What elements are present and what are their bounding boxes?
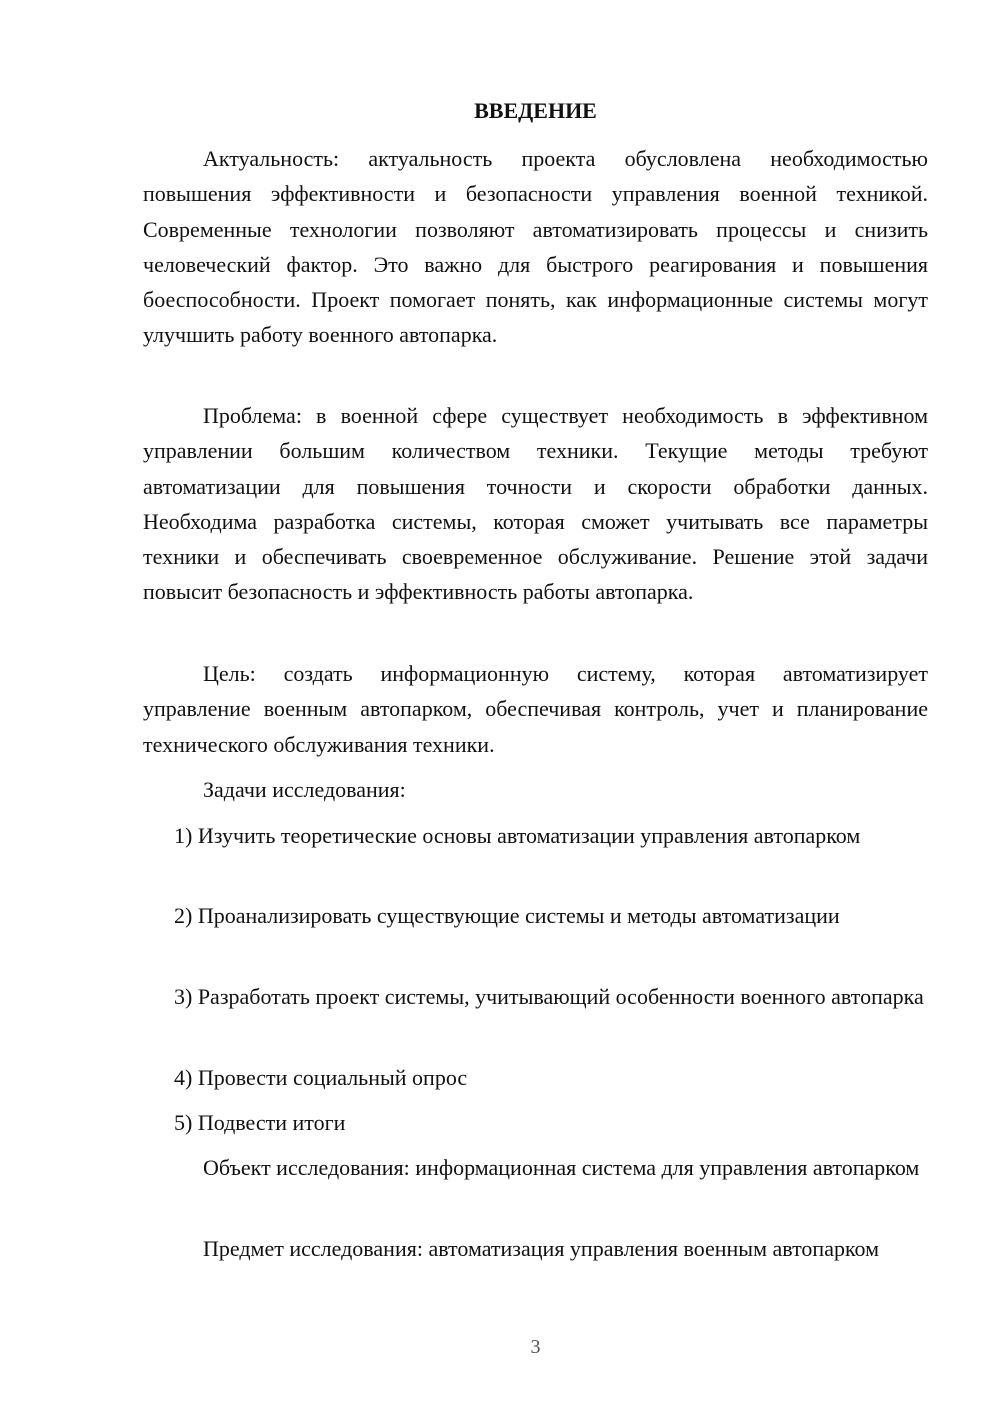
section-title: ВВЕДЕНИЕ [474,98,597,123]
task-item-3: 3) Разработать проект системы, учитывающий особенности военного автопарка [174,984,924,1009]
problem-paragraph: Проблема: в военной сфере существует необходимость в эффективном управлении большим количеством техники. Текущие методы требуют автоматизации для повышения точности и скорости обработки данных. Необходима разработка системы, которая сможет учитывать все параметры техники и обеспечивать своевременное обслуживание. Решение этой задачи повысит безопасность и эффективность работы автопарка. [143,403,928,605]
task-item-5: 5) Подвести итоги [174,1110,346,1135]
tasks-heading: Задачи исследования: [203,777,406,802]
task-item-2: 2) Проанализировать существующие системы и методы автоматизации [174,903,840,928]
task-item-4: 4) Провести социальный опрос [174,1065,468,1090]
document-page [143,0,928,1414]
task-item-1: 1) Изучить теоретические основы автоматизации управления автопарком [174,823,861,848]
subject-paragraph: Предмет исследования: автоматизация управления военным автопарком [203,1236,880,1261]
goal-paragraph: Цель: создать информационную систему, которая автоматизирует управление военным автопарком, обеспечивая контроль, учет и планирование технического обслуживания техники. [143,661,928,757]
object-paragraph: Объект исследования: информационная система для управления автопарком [203,1155,920,1180]
page-number: 3 [530,1336,541,1358]
relevance-paragraph: Актуальность: актуальность проекта обусловлена необходимостью повышения эффективности и безопасности управления военной техникой. Современные технологии позволяют автоматизировать процессы и снизить человеческий фактор. Это важно для быстрого реагирования и повышения боеспособности. Проект помогает понять, как информационные системы могут улучшить работу военного автопарка. [143,146,928,348]
